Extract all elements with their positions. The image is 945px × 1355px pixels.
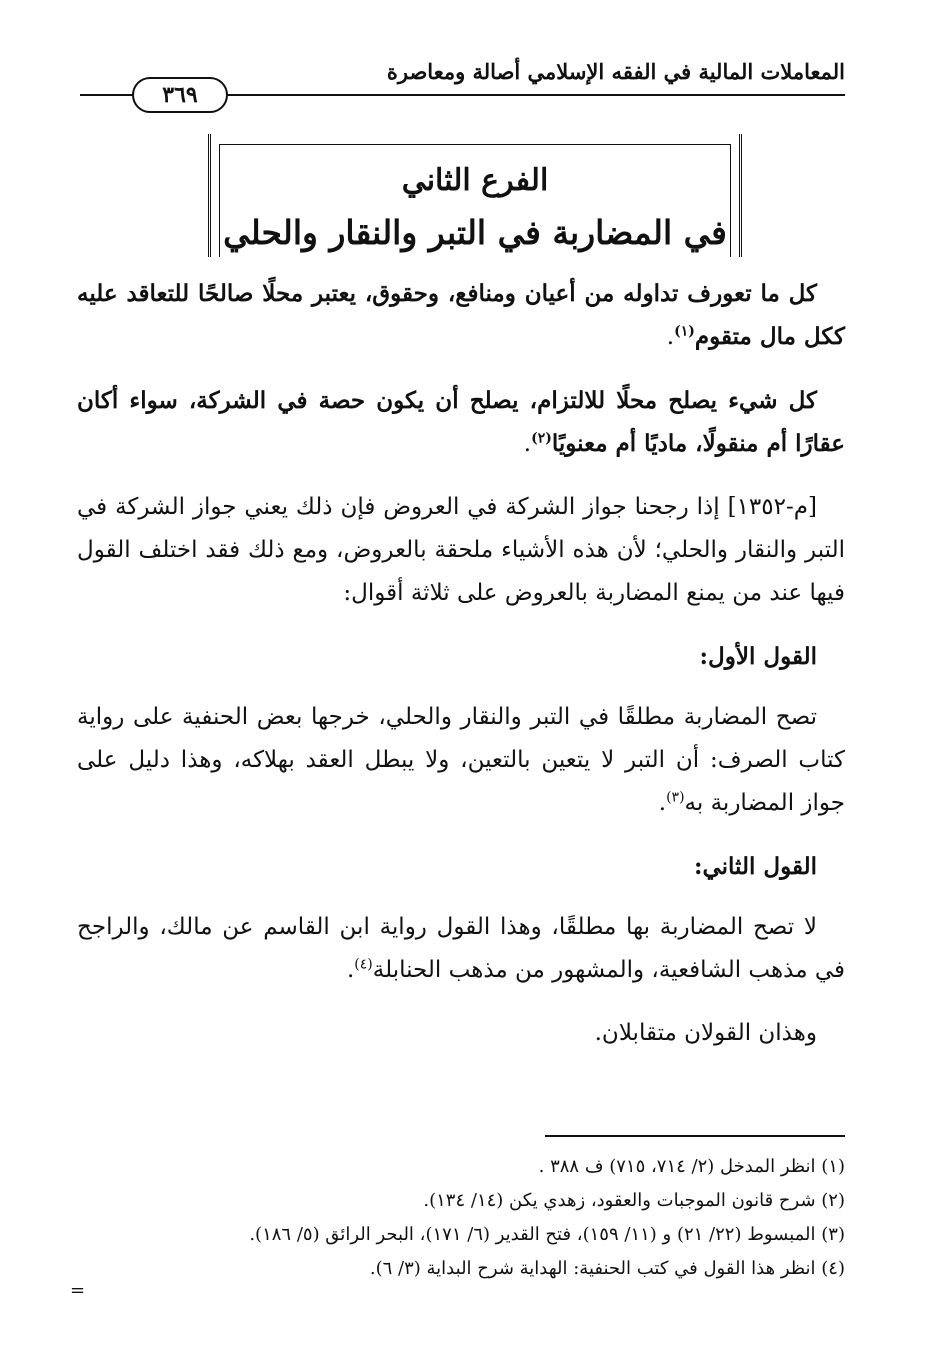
section-title-box: [208, 134, 742, 257]
running-header-title: المعاملات المالية في الفقه الإسلامي أصالة ومعاصرة: [386, 59, 845, 84]
footnote-ref-4: (٤): [354, 956, 373, 973]
paragraph-1-text: كل ما تعورف تداوله من أعيان ومنافع، وحقوق، يعتبر محلًا صالحًا للتعاقد عليه ككل مال متقوم: [77, 280, 845, 350]
paragraph-3: [م-١٣٥٢] إذا رجحنا جواز الشركة في العروض فإن ذلك يعني جواز الشركة في التبر والنقار والحلي؛ لأن هذه الأشياء ملحقة بالعروض، ومع ذلك فقد اختلف القول فيها عند من يمنع المضاربة بالعروض على ثلاثة أقوال:: [77, 494, 845, 606]
footnote-1: (١) انظر المدخل (٢/ ٧١٤، ٧١٥) ف ٣٨٨ .: [538, 1156, 845, 1177]
paragraph-5: [77, 906, 845, 992]
footnote-2: (٢) شرح قانون الموجبات والعقود، زهدي يكن (١٤/ ١٣٤).: [423, 1190, 845, 1211]
footnote-ref-2: (٢): [531, 430, 552, 447]
paragraph-5-text: لا تصح المضاربة بها مطلقًا، وهذا القول رواية ابن القاسم عن مالك، والراجح في مذهب الشافعية، والمشهور من مذهب الحنابلة: [77, 914, 845, 983]
footnote-3: (٣) المبسوط (٢٢/ ٢١) و (١١/ ١٥٩)، فتح القدير (٦/ ١٧١)، البحر الرائق (٥/ ١٨٦).: [249, 1224, 845, 1245]
continuation-mark: =: [70, 1280, 86, 1301]
heading-second-opinion: القول الثاني:: [693, 853, 817, 880]
footnotes: [75, 1150, 845, 1286]
section-title-inner-frame: [219, 144, 731, 257]
paragraph-2-end: .: [523, 431, 532, 457]
footnote-4: (٤) انظر هذا القول في كتب الحنفية: الهداية شرح البداية (٣/ ٦).: [369, 1258, 845, 1279]
section-title-line-2: في المضاربة في التبر والنقار والحلي: [223, 213, 727, 252]
paragraph-4-end: .: [658, 790, 667, 816]
paragraph-1-end: .: [666, 324, 675, 350]
paragraph-2-text: كل شيء يصلح محلًا للالتزام، يصلح أن يكون حصة في الشركة، سواء أكان عقارًا أم منقولًا، ماديًا أم معنويًا: [77, 387, 845, 457]
paragraph-5-end: .: [346, 957, 355, 983]
paragraph-1: [77, 272, 845, 359]
paragraph-4-text: تصح المضاربة مطلقًا في التبر والنقار والحلي، خرجها بعض الحنفية على رواية كتاب الصرف: أن التبر لا يتعين بالتعين، ولا يبطل العقد بهلاكه، وهذا دليل على جواز المضاربة به: [77, 704, 845, 816]
footnote-separator: [545, 1135, 845, 1137]
paragraph-6: وهذان القولان متقابلان.: [594, 1020, 817, 1046]
footnote-ref-3: (٣): [666, 789, 685, 806]
page-number-badge: ٣٦٩: [132, 77, 228, 113]
footnote-ref-1: (١): [674, 323, 695, 340]
paragraph-4: [77, 696, 845, 825]
section-title-line-1: الفرع الثاني: [401, 163, 549, 198]
heading-first-opinion: القول الأول:: [699, 643, 817, 670]
main-text: [77, 272, 845, 1075]
paragraph-2: [77, 379, 845, 466]
